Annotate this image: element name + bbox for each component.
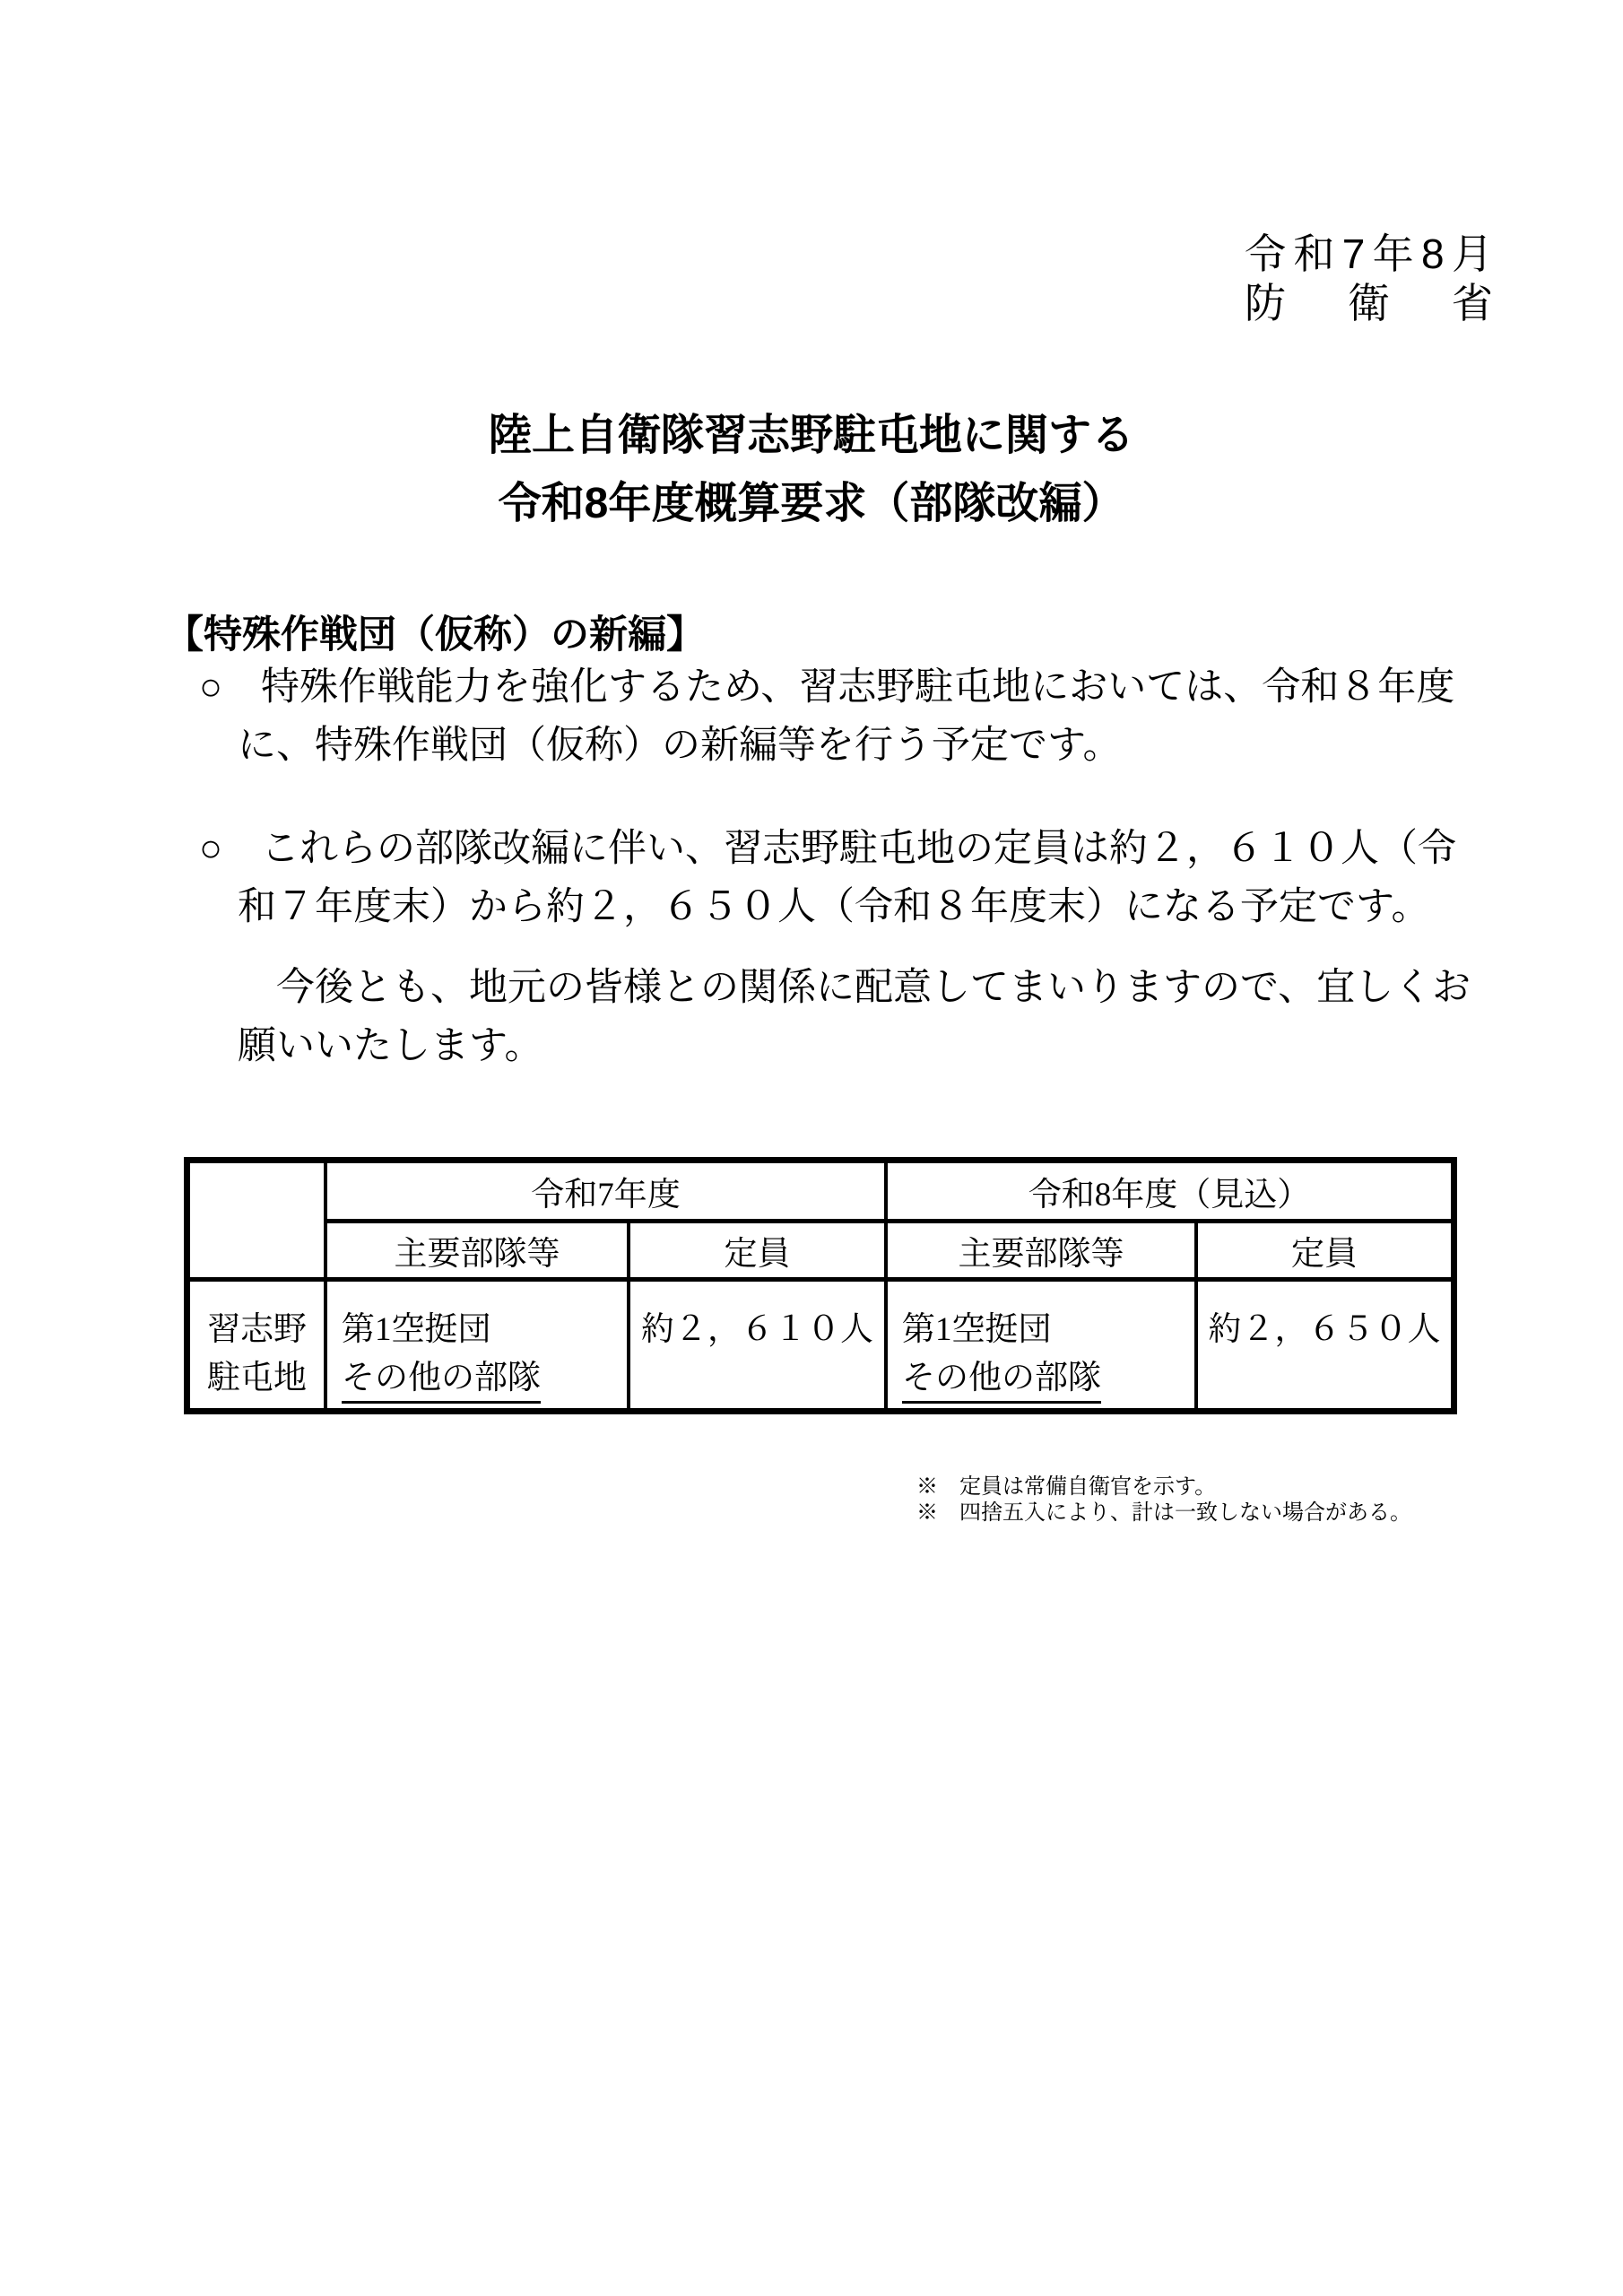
- paragraph-special-ops-plan: ○ 特殊作戦能力を強化するため、習志野駐屯地においては、令和８年度 に、特殊作戦団（仮称）の新編等を行う予定です。: [199, 666, 1455, 767]
- r7-capacity-value: 約２，６１０人: [641, 1311, 873, 1348]
- section-heading: 【特殊作戦団（仮称）の新編】: [165, 613, 705, 657]
- ministry-name: [1245, 279, 1494, 328]
- table-cell-r8-units: [888, 1277, 1198, 1408]
- ministry-char-2: 衛: [1348, 280, 1391, 326]
- table-cell-r7-capacity: [630, 1277, 888, 1408]
- table-group-header-r8: 令和8年度（見込）: [888, 1163, 1451, 1223]
- table-cell-r8-capacity: [1198, 1277, 1451, 1408]
- row-label-line1: 習志野: [207, 1311, 307, 1348]
- paragraph-personnel-change: ○ これらの部隊改編に伴い、習志野駐屯地の定員は約２，６１０人（令 和７年度末）から約２，６５０人（令和８年度末）になる予定です。: [199, 828, 1456, 928]
- table-row-label-narashino: [190, 1277, 327, 1408]
- footnote-1: ※ 定員は常備自衛官を示す。: [916, 1475, 1217, 1499]
- table-subheader-r8-capacity: 定員: [1291, 1236, 1358, 1273]
- document-title-line2: 令和8年度概算要求（部隊改編）: [498, 480, 1125, 527]
- table-cell-r7-units: [327, 1277, 630, 1408]
- r8-capacity-value: 約２，６５０人: [1208, 1311, 1441, 1348]
- ministry-char-1: 防: [1245, 280, 1287, 326]
- row-label-line2: 駐屯地: [207, 1360, 307, 1396]
- r8-unit-airborne-brigade: 第1空挺団: [902, 1311, 1052, 1348]
- r7-unit-other-units: その他の部隊: [342, 1350, 541, 1404]
- staffing-table: [184, 1157, 1457, 1414]
- table-subheader-r7-units: 主要部隊等: [327, 1223, 630, 1277]
- table-subheader-r7-capacity: 定員: [630, 1223, 888, 1277]
- footnotes: [916, 1474, 1411, 1526]
- r8-unit-other-units: その他の部隊: [902, 1350, 1101, 1404]
- footnote-2: ※ 四捨五入により、計は一致しない場合がある。: [916, 1501, 1411, 1525]
- ministry-char-3: 省: [1452, 280, 1494, 326]
- paragraph-closing-note: 今後とも、地元の皆様との関係に配意してまいりますので、宜しくお 願いいたします。: [238, 967, 1471, 1067]
- r7-unit-airborne-brigade: 第1空挺団: [342, 1311, 491, 1348]
- document-date: 令和7年8月: [1245, 230, 1494, 277]
- document-title-line1: 陸上自衛隊習志野駐屯地に関する: [488, 412, 1134, 459]
- document-title: [0, 402, 1623, 538]
- table-corner-cell: [190, 1163, 327, 1277]
- date-block: [1245, 230, 1494, 328]
- table-group-header-r7: 令和7年度: [327, 1163, 888, 1223]
- table-subheader-r8-units: 主要部隊等: [888, 1223, 1198, 1277]
